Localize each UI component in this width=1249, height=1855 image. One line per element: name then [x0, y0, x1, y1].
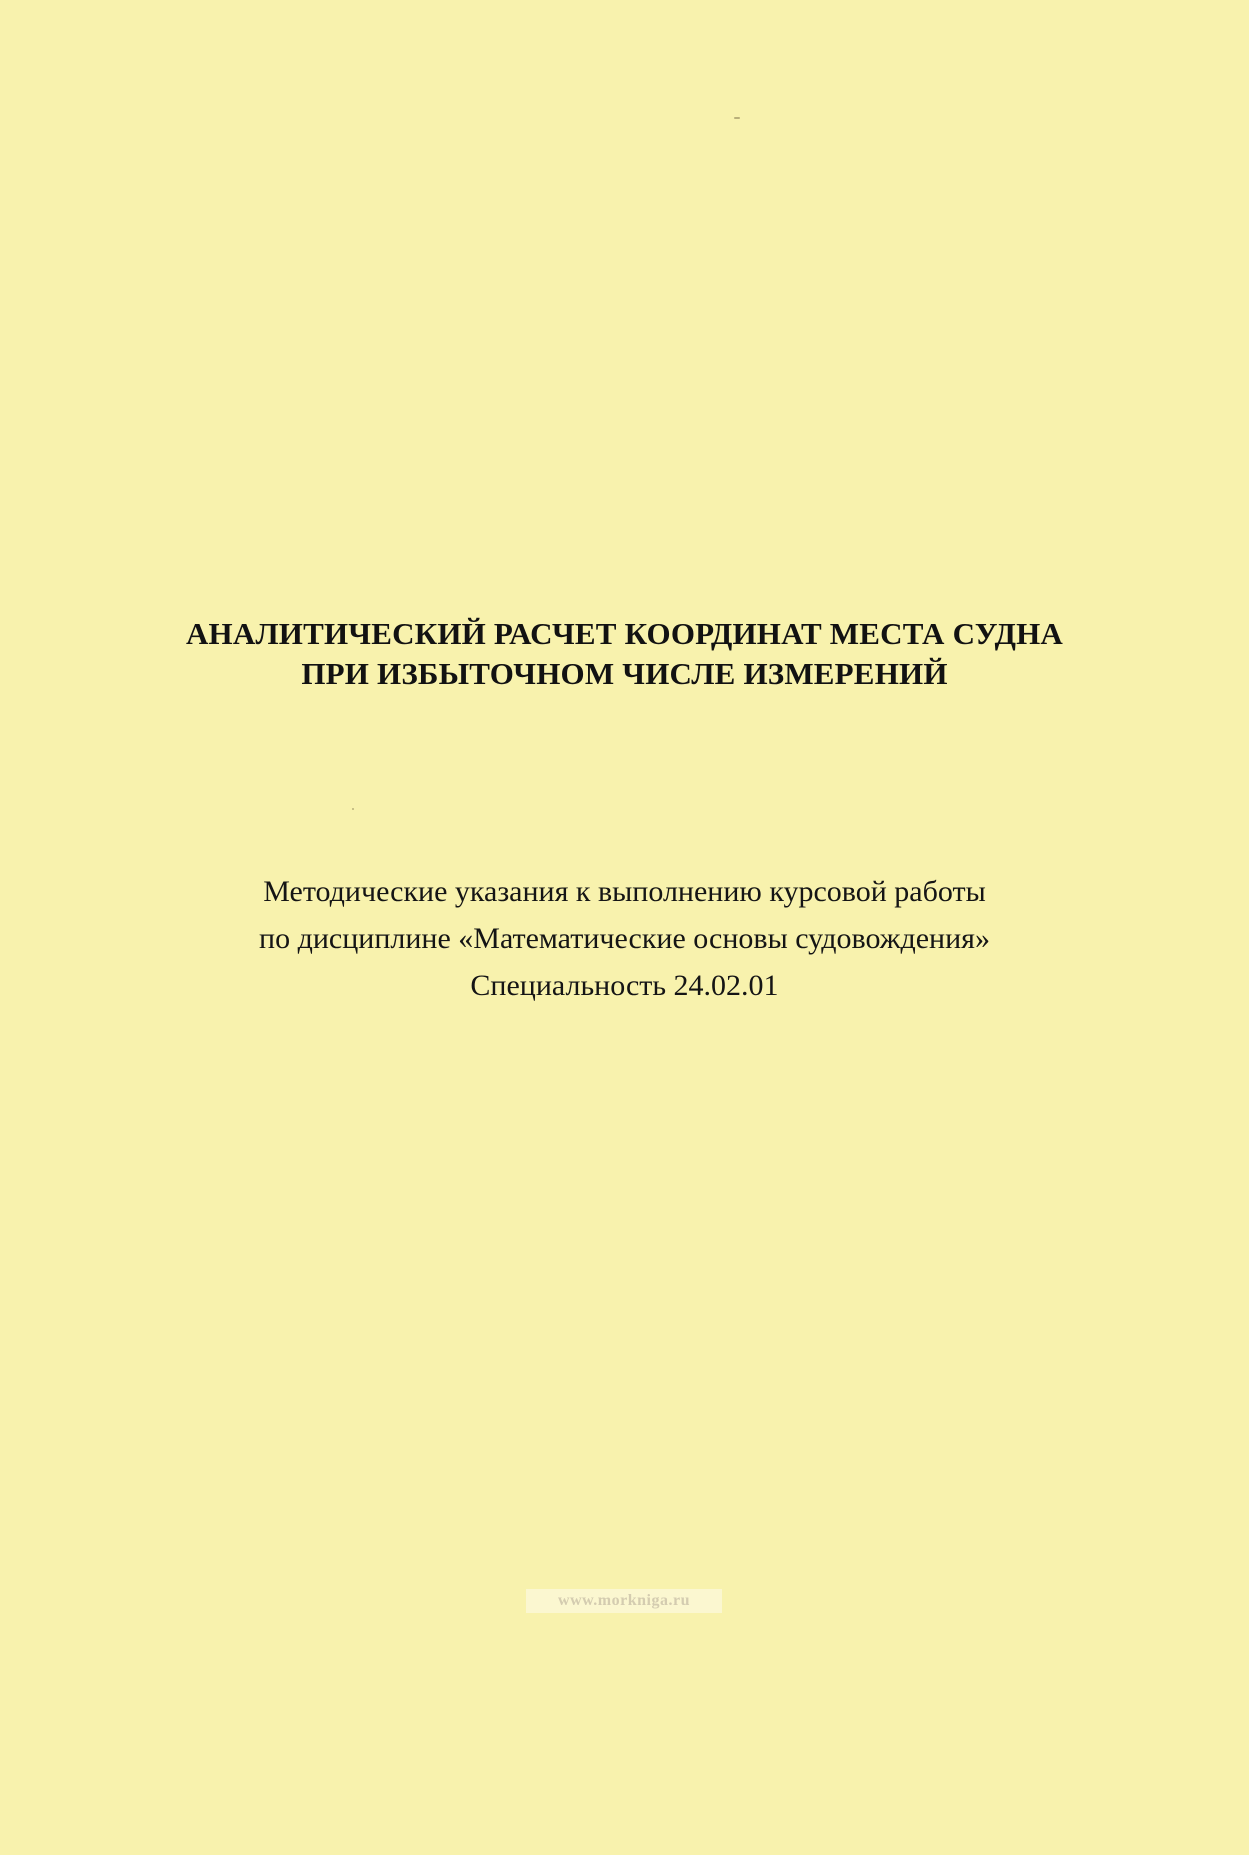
- watermark: www.morkniga.ru: [526, 1589, 722, 1613]
- title-line-1: АНАЛИТИЧЕСКИЙ РАСЧЕТ КООРДИНАТ МЕСТА СУДНА: [185, 616, 1064, 651]
- subtitle-line-3: Специальность 24.02.01: [470, 969, 779, 1002]
- subtitle-line-1: Методические указания к выполнению курсовой работы: [263, 875, 986, 908]
- scan-speck: [734, 117, 740, 119]
- document-title: [0, 614, 1249, 694]
- subtitle-line-2: по дисциплине «Математические основы судовождения»: [259, 922, 990, 955]
- title-line-2: ПРИ ИЗБЫТОЧНОМ ЧИСЛЕ ИЗМЕРЕНИЙ: [301, 656, 948, 691]
- scan-speck: [352, 808, 354, 810]
- document-subtitle: [0, 868, 1249, 1009]
